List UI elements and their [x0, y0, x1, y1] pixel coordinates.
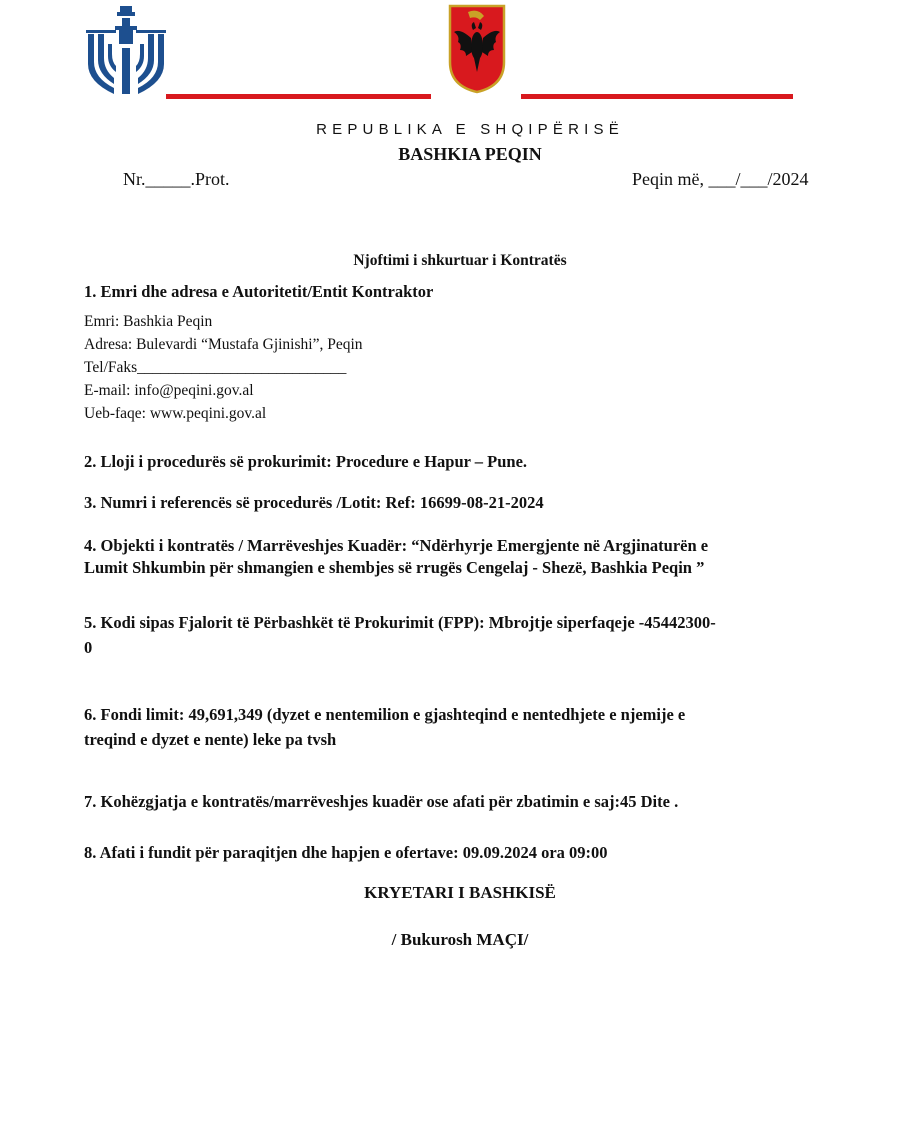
section-4-line-1: 4. Objekti i kontratës / Marrëveshjes Kuadër: “Ndërhyrje Emergjente në Argjinaturën e: [84, 536, 709, 555]
section-8: 8. Afati i fundit për paraqitjen dhe hapjen e ofertave: 09.09.2024 ora 09:00: [84, 843, 608, 862]
section-3: 3. Numri i referencës së procedurës /Lotit: Ref: 16699-08-21-2024: [84, 493, 544, 512]
contact-website: Ueb-faqe: www.peqini.gov.al: [84, 405, 267, 422]
section-6-line-1: 6. Fondi limit: 49,691,349 (dyzet e nentemilion e gjashteqind e nentedhjete e njemije e: [84, 705, 686, 724]
albania-coat-of-arms: [446, 2, 508, 94]
section-2: 2. Lloji i procedurës së prokurimit: Procedure e Hapur – Pune.: [84, 452, 528, 471]
republic-title: REPUBLIKA E SHQIPËRISË: [316, 121, 624, 138]
section-5: [84, 610, 844, 660]
municipality-name: BASHKIA PEQIN: [398, 144, 542, 164]
signature-name: / Bukurosh MAÇI/: [391, 930, 529, 949]
contact-name: Emri: Bashkia Peqin: [84, 313, 213, 330]
section-5-line-2: 0: [84, 638, 93, 657]
section-5-line-1: 5. Kodi sipas Fjalorit të Përbashkët të Prokurimit (FPP): Mbrojtje siperfaqeje -45442300-: [84, 613, 716, 632]
section-4: [84, 535, 844, 579]
section-6: [84, 702, 844, 752]
contact-address: Adresa: Bulevardi “Mustafa Gjinishi”, Peqin: [84, 336, 363, 353]
section-6-line-2: treqind e dyzet e nente) leke pa tvsh: [84, 730, 337, 749]
header-rule-left: [166, 94, 431, 99]
contact-email: E-mail: info@peqini.gov.al: [84, 382, 254, 399]
place-date: Peqin më, ___/___/2024: [632, 169, 809, 189]
protocol-number: Nr._____.Prot.: [123, 169, 230, 189]
section-7: 7. Kohëzgjatja e kontratës/marrëveshjes kuadër ose afati për zbatimin e saj:45 Dite .: [84, 792, 679, 811]
header-rule-right: [521, 94, 793, 99]
notice-title: Njoftimi i shkurtuar i Kontratës: [353, 252, 567, 269]
section-1-heading: 1. Emri dhe adresa e Autoritetit/Entit Kontraktor: [84, 282, 434, 301]
contact-block: [84, 310, 844, 425]
municipality-logo: [84, 4, 168, 98]
contact-phone-fax: Tel/Faks___________________________: [84, 359, 347, 376]
section-4-line-2: Lumit Shkumbin për shmangien e shembjes së rrugës Cengelaj - Shezë, Bashkia Peqin ”: [84, 558, 705, 577]
signature-role: KRYETARI I BASHKISË: [364, 883, 556, 902]
